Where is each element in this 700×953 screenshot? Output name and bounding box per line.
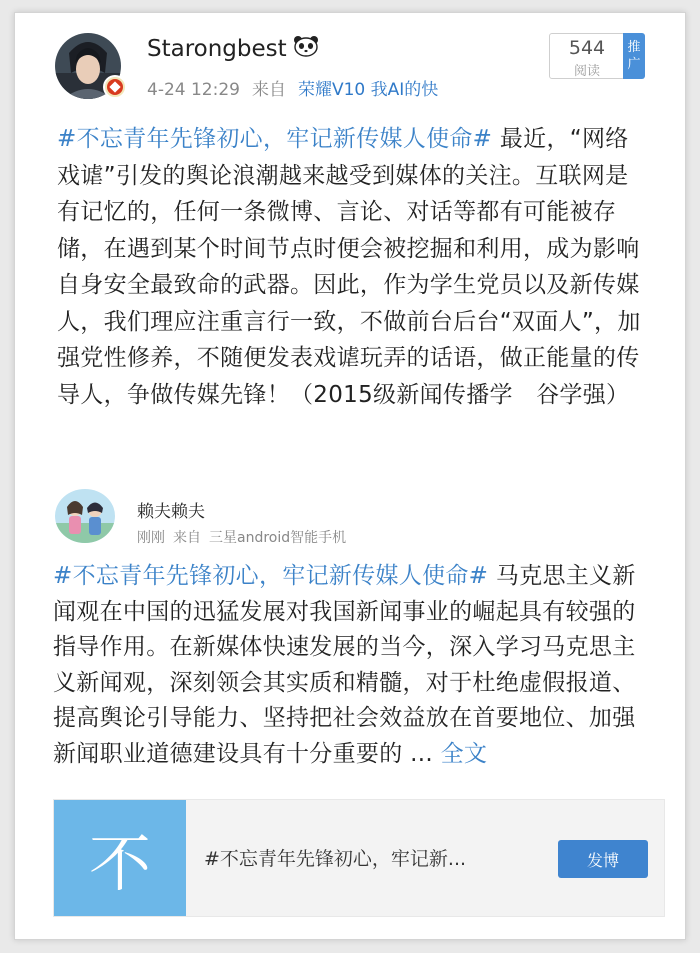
from-label: 来自 bbox=[251, 80, 286, 100]
post-source[interactable]: 荣耀V10 我AI的快 bbox=[297, 80, 439, 100]
promote-button[interactable] bbox=[623, 33, 645, 79]
read-count: 544 bbox=[568, 37, 606, 59]
post-body bbox=[57, 121, 647, 413]
post-body bbox=[53, 559, 653, 772]
share-thumbnail: 不 bbox=[54, 800, 186, 916]
share-topic-text[interactable]: #不忘青年先锋初心，牢记新... bbox=[204, 848, 467, 870]
username[interactable]: 赖夫赖夫 bbox=[137, 502, 205, 522]
promote-label-2: 广 bbox=[627, 57, 641, 72]
hashtag-link[interactable]: #不忘青年先锋初心，牢记新传媒人使命# bbox=[57, 126, 493, 152]
panda-icon bbox=[293, 35, 319, 63]
username[interactable]: Starongbest bbox=[147, 36, 287, 62]
hashtag-link[interactable]: #不忘青年先锋初心，牢记新传媒人使命# bbox=[53, 563, 489, 589]
read-count-box bbox=[549, 33, 625, 79]
post-meta bbox=[137, 527, 354, 547]
post-author[interactable] bbox=[147, 35, 319, 63]
post-meta bbox=[147, 75, 450, 100]
weibo-feed-card bbox=[14, 12, 686, 940]
verified-badge-icon bbox=[103, 75, 127, 99]
avatar[interactable] bbox=[55, 489, 115, 543]
post-time: 刚刚 bbox=[137, 530, 165, 546]
from-label: 来自 bbox=[173, 530, 201, 546]
read-more-link[interactable]: 全文 bbox=[440, 740, 488, 767]
post-source: 三星android智能手机 bbox=[209, 530, 347, 546]
post-date: 4-24 12:29 bbox=[147, 80, 240, 100]
post-text: 最近，“网络戏谑”引发的舆论浪潮越来越受到媒体的关注。互联网是有记忆的，任何一条微博、言论、对话等都有可能被存储，在遇到某个时间节点时便会被挖掘和利用，成为影响自身安全最致命的武器。因此，作为学生党员以及新传媒人，我们理应注重言行一致，不做前台后台“双面人”，加强党性修养，不随便发表戏谑玩弄的话语，做正能量的传导人，争做传媒先锋！（2015级新闻传播学 谷学强） bbox=[57, 126, 641, 408]
promote-label-1: 推 bbox=[627, 40, 641, 55]
post-button[interactable]: 发博 bbox=[558, 840, 648, 878]
read-label: 阅读 bbox=[573, 64, 600, 79]
share-card[interactable] bbox=[53, 799, 665, 917]
post-text: 马克思主义新闻观在中国的迅猛发展对我国新闻事业的崛起具有较强的指导作用。在新媒体快速发展的当今，深入学习马克思主义新闻观，深刻领会其实质和精髓，对于杜绝虚假报道、提高舆论引导能力、坚持把社会效益放在首要地位、加强新闻职业道德建设具有十分重要的 ... bbox=[53, 563, 636, 767]
